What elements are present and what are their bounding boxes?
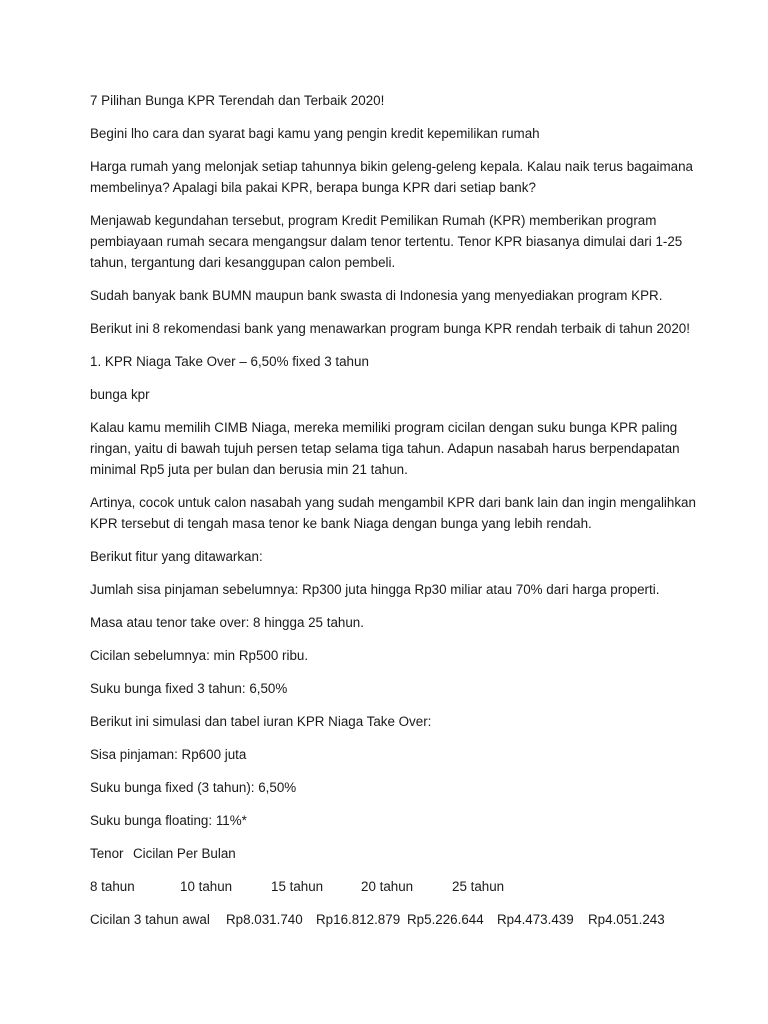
feature-item: Cicilan sebelumnya: min Rp500 ribu. — [90, 648, 309, 663]
document-body — [90, 90, 696, 942]
paragraph-5-line-2: ringan, yaitu di bawah tujuh persen tetap selama tiga tahun. Adapun nasabah harus berpendapatan — [90, 441, 680, 456]
table-tenor-row — [90, 876, 690, 897]
paragraph-2-line-2: pembiayaan rumah secara mengangsur dalam tenor tertentu. Tenor KPR biasanya dimulai dari 1-25 — [90, 234, 683, 249]
document-subtitle: Begini lho cara dan syarat bagi kamu yang pengin kredit kepemilikan rumah — [90, 126, 540, 141]
paragraph-6 — [90, 492, 696, 534]
table-header-cicilan: Cicilan Per Bulan — [133, 846, 236, 861]
document-title: 7 Pilihan Bunga KPR Terendah dan Terbaik 2020! — [90, 93, 385, 108]
simulation-item: Sisa pinjaman: Rp600 juta — [90, 747, 247, 762]
feature-item: Jumlah sisa pinjaman sebelumnya: Rp300 juta hingga Rp30 miliar atau 70% dari harga properti. — [90, 582, 660, 597]
table-header-tenor: Tenor — [90, 846, 124, 861]
paragraph-3: Sudah banyak bank BUMN maupun bank swasta di Indonesia yang menyediakan program KPR. — [90, 288, 663, 303]
table-tenor-cell: 15 tahun — [271, 879, 324, 894]
table-tenor-cell: 25 tahun — [452, 879, 505, 894]
table-value-cell: Rp4.051.243 — [588, 912, 665, 927]
table-row-label: Cicilan 3 tahun awal — [90, 912, 210, 927]
table-value-cell: Rp16.812.879 — [316, 912, 401, 927]
features-intro: Berikut fitur yang ditawarkan: — [90, 549, 263, 564]
paragraph-5-line-1: Kalau kamu memilih CIMB Niaga, mereka memiliki program cicilan dengan suku bunga KPR paling — [90, 420, 678, 435]
table-value-cell: Rp8.031.740 — [226, 912, 303, 927]
simulation-item: Suku bunga floating: 11%* — [90, 813, 247, 828]
paragraph-1 — [90, 156, 693, 198]
paragraph-4: Berikut ini 8 rekomendasi bank yang menawarkan program bunga KPR rendah terbaik di tahun 2020! — [90, 321, 690, 336]
paragraph-6-line-1: Artinya, cocok untuk calon nasabah yang sudah mengambil KPR dari bank lain dan ingin mengalihkan — [90, 495, 696, 510]
table-cicilan-row — [90, 909, 690, 930]
section-heading-1: 1. KPR Niaga Take Over – 6,50% fixed 3 tahun — [90, 354, 369, 369]
simulation-item: Suku bunga fixed (3 tahun): 6,50% — [90, 780, 297, 795]
table-header-row — [90, 843, 690, 864]
paragraph-2 — [90, 210, 690, 273]
paragraph-1-line-2: membelinya? Apalagi bila pakai KPR, berapa bunga KPR dari setiap bank? — [90, 180, 536, 195]
table-tenor-cell: 20 tahun — [361, 879, 414, 894]
paragraph-5-line-3: minimal Rp5 juta per bulan dan berusia min 21 tahun. — [90, 462, 408, 477]
feature-item: Masa atau tenor take over: 8 hingga 25 tahun. — [90, 615, 364, 630]
feature-item: Suku bunga fixed 3 tahun: 6,50% — [90, 681, 288, 696]
paragraph-2-line-1: Menjawab kegundahan tersebut, program Kredit Pemilikan Rumah (KPR) memberikan program — [90, 213, 657, 228]
table-tenor-cell: 8 tahun — [90, 879, 135, 894]
paragraph-2-line-3: tahun, tergantung dari kesanggupan calon pembeli. — [90, 255, 396, 270]
image-caption: bunga kpr — [90, 387, 150, 402]
paragraph-1-line-1: Harga rumah yang melonjak setiap tahunnya bikin geleng-geleng kepala. Kalau naik terus bagaimana — [90, 159, 693, 174]
simulation-intro: Berikut ini simulasi dan tabel iuran KPR Niaga Take Over: — [90, 714, 432, 729]
table-value-cell: Rp4.473.439 — [497, 912, 574, 927]
table-value-cell: Rp5.226.644 — [407, 912, 484, 927]
paragraph-6-line-2: KPR tersebut di tengah masa tenor ke bank Niaga dengan bunga yang lebih rendah. — [90, 516, 592, 531]
table-tenor-cell: 10 tahun — [180, 879, 233, 894]
paragraph-5 — [90, 417, 690, 480]
